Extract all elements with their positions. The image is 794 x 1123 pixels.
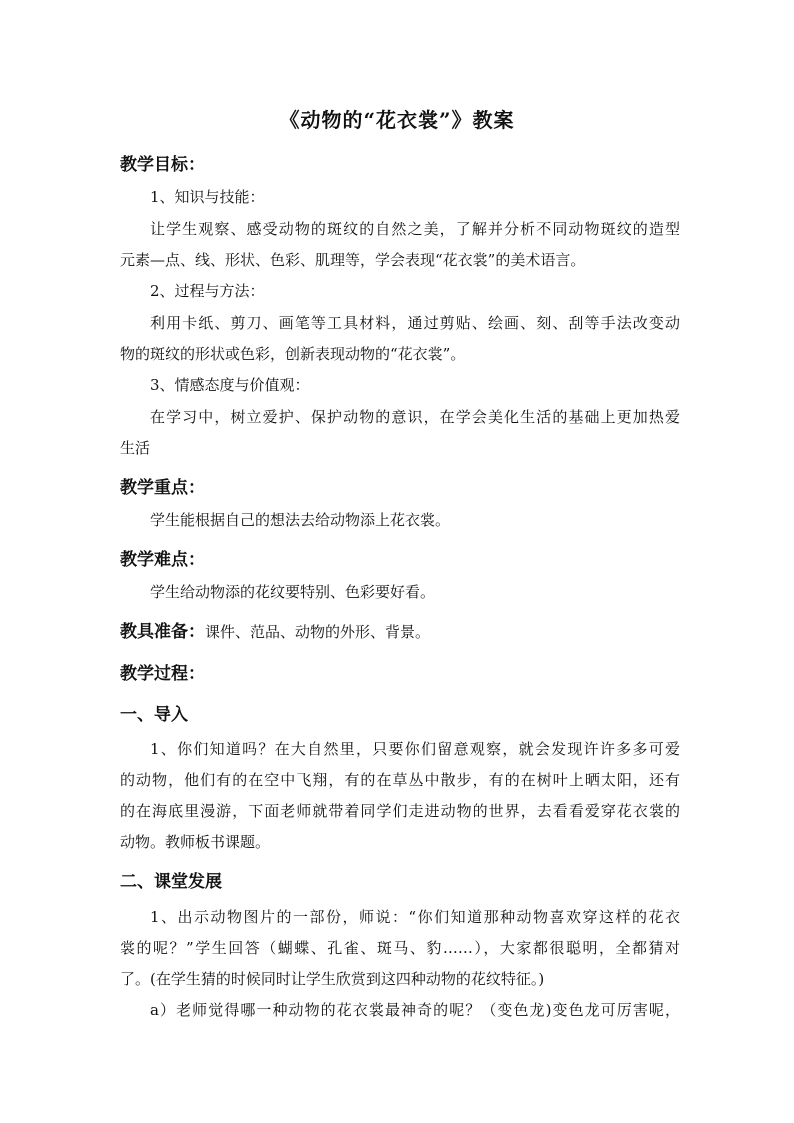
difficulties-heading: 教学难点： [120,550,205,570]
section2-line-1: 1、出示动物图片的一部份，师说：“你们知道那种动物喜欢穿这样的花衣 [150,908,680,926]
key-points-text: 学生能根据自己的想法去给动物添上花衣裳。 [150,511,451,529]
knowledge-line-2: 元素—点、线、形状、色彩、肌理等，学会表现“花衣裳”的美术语言。 [120,251,586,269]
document-title: 《动物的“花衣裳”》教案 [279,108,515,132]
process-label: 2、过程与方法： [150,282,265,300]
process-line-2: 物的斑纹的形状或色彩，创新表现动物的“花衣裳”。 [120,345,466,363]
section2-line-4: a）老师觉得哪一种动物的花衣裳最神奇的呢？（变色龙)变色龙可厉害呢， [150,1001,680,1019]
materials-text: 课件、范品、动物的外形、背景。 [205,623,431,641]
knowledge-line-1: 让学生观察、感受动物的斑纹的自然之美，了解并分析不同动物斑纹的造型 [150,220,680,238]
attitude-line-1: 在学习中，树立爱护、保护动物的意识，在学会美化生活的基础上更加热爱 [150,408,680,426]
section2-line-3: 了。(在学生猜的时候同时让学生欣赏到这四种动物的花纹特征。) [120,970,545,988]
materials-heading: 教具准备： [120,622,205,642]
materials-row [120,617,430,642]
difficulties-text: 学生给动物添的花纹要特别、色彩要好看。 [150,583,436,601]
attitude-label: 3、情感态度与价值观： [150,376,310,394]
section2-heading: 二、课堂发展 [120,872,222,892]
knowledge-label: 1、知识与技能： [150,188,265,206]
attitude-line-2: 生活 [120,439,151,457]
key-points-heading: 教学重点： [120,478,205,498]
process-heading: 教学过程： [120,664,205,684]
section1-heading: 一、导入 [120,705,188,725]
section2-line-2: 裳的呢？”学生回答（蝴蝶、孔雀、斑马、豹……），大家都很聪明，全都猜对 [120,939,680,957]
section1-line-1: 1、你们知道吗？在大自然里，只要你们留意观察，就会发现许许多多可爱 [150,740,680,758]
section1-line-3: 的在海底里漫游，下面老师就带着同学们走进动物的世界，去看看爱穿花衣裳的 [120,802,680,820]
process-line-1: 利用卡纸、剪刀、画笔等工具材料，通过剪贴、绘画、刻、刮等手法改变动 [150,314,680,332]
objectives-heading: 教学目标： [120,155,205,175]
section1-line-4: 动物。教师板书课题。 [120,833,271,851]
section1-line-2: 的动物，他们有的在空中飞翔，有的在草丛中散步，有的在树叶上晒太阳，还有 [120,771,680,789]
